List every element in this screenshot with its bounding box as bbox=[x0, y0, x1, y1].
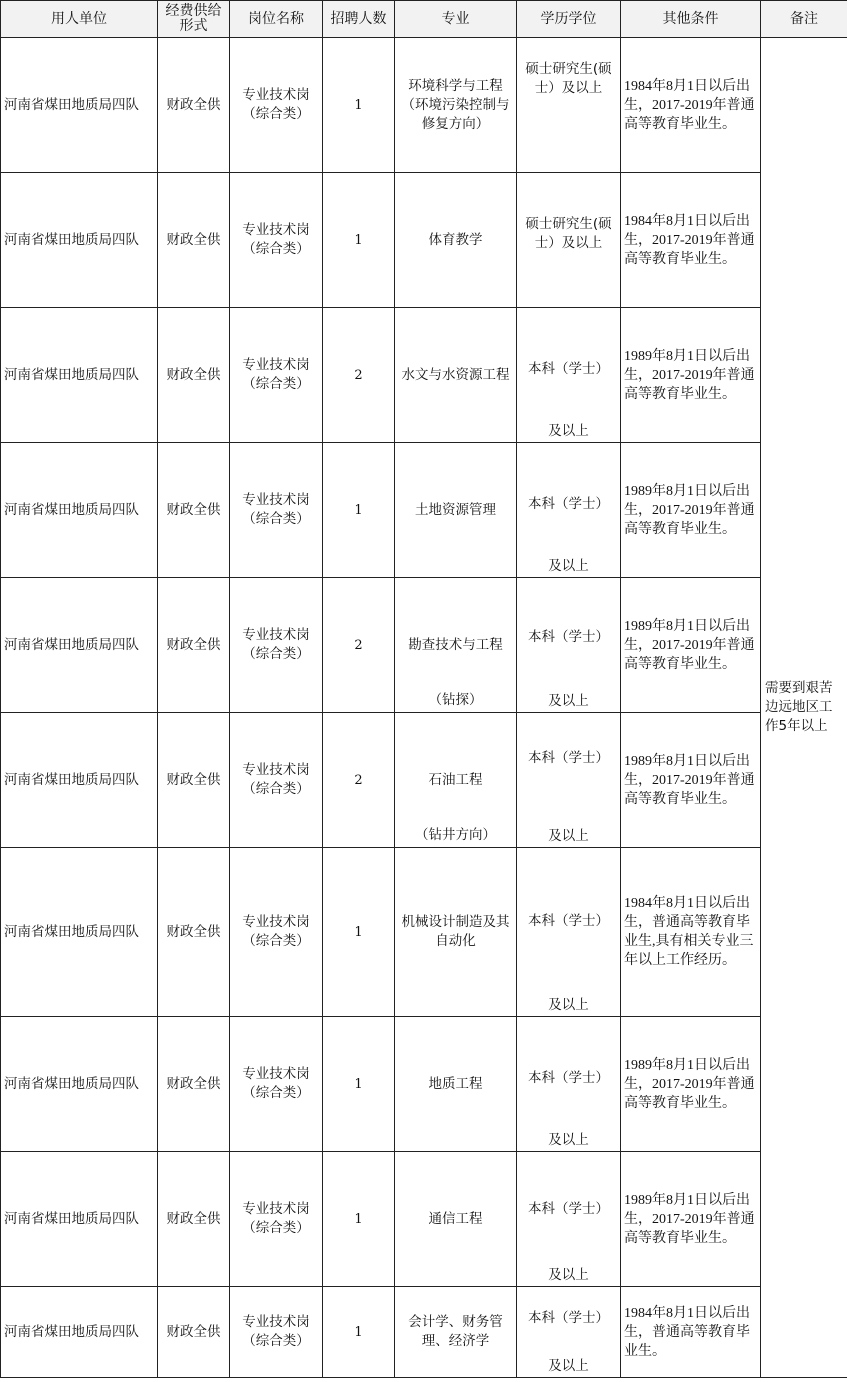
table-row bbox=[1, 443, 847, 578]
conditions-cell: 1989年8月1日以后出生，2017-2019年普通高等教育毕业生。 bbox=[621, 308, 761, 443]
conditions-cell: 1989年8月1日以后出生，2017-2019年普通高等教育毕业生。 bbox=[621, 1152, 761, 1287]
education-cell bbox=[517, 1287, 621, 1378]
funding-cell: 财政全供 bbox=[158, 173, 230, 308]
table-row bbox=[1, 1017, 847, 1152]
unit-cell: 河南省煤田地质局四队 bbox=[1, 1287, 158, 1378]
education-text: 本科（学士） bbox=[528, 1310, 609, 1326]
education-text: 本科（学士） bbox=[528, 1070, 609, 1086]
table-row bbox=[1, 38, 847, 173]
education-sub-text: 及以上 bbox=[548, 1267, 589, 1283]
header-major: 专业 bbox=[395, 1, 517, 38]
count-cell: 1 bbox=[323, 173, 395, 308]
unit-cell: 河南省煤田地质局四队 bbox=[1, 308, 158, 443]
post-cell: 专业技术岗（综合类） bbox=[230, 713, 323, 848]
unit-cell: 河南省煤田地质局四队 bbox=[1, 443, 158, 578]
unit-cell: 河南省煤田地质局四队 bbox=[1, 38, 158, 173]
table-row bbox=[1, 1287, 847, 1378]
education-sub-text: 及以上 bbox=[548, 1132, 589, 1148]
major-text: 环境科学与工程（环境污染控制与修复方向） bbox=[401, 77, 510, 132]
education-text: 本科（学士） bbox=[528, 1201, 609, 1217]
unit-cell: 河南省煤田地质局四队 bbox=[1, 578, 158, 713]
post-cell: 专业技术岗（综合类） bbox=[230, 443, 323, 578]
major-cell bbox=[395, 443, 517, 578]
major-cell bbox=[395, 713, 517, 848]
major-text: 水文与水资源工程 bbox=[401, 366, 510, 383]
table-row bbox=[1, 578, 847, 713]
education-sub-text: 及以上 bbox=[548, 997, 589, 1013]
header-funding: 经费供给形式 bbox=[158, 1, 230, 38]
education-text: 本科（学士） bbox=[528, 496, 609, 512]
count-cell: 2 bbox=[323, 713, 395, 848]
conditions-cell: 1984年8月1日以后出生，2017-2019年普通高等教育毕业生。 bbox=[621, 173, 761, 308]
major-cell bbox=[395, 578, 517, 713]
header-post: 岗位名称 bbox=[230, 1, 323, 38]
education-sub-text: 及以上 bbox=[548, 828, 589, 844]
unit-cell: 河南省煤田地质局四队 bbox=[1, 713, 158, 848]
count-cell: 1 bbox=[323, 1017, 395, 1152]
conditions-cell: 1989年8月1日以后出生，2017-2019年普通高等教育毕业生。 bbox=[621, 713, 761, 848]
conditions-cell: 1989年8月1日以后出生，2017-2019年普通高等教育毕业生。 bbox=[621, 1017, 761, 1152]
major-cell bbox=[395, 848, 517, 1017]
conditions-cell: 1989年8月1日以后出生，2017-2019年普通高等教育毕业生。 bbox=[621, 578, 761, 713]
major-text: 石油工程 bbox=[428, 771, 483, 788]
header-count: 招聘人数 bbox=[323, 1, 395, 38]
header-remarks: 备注 bbox=[761, 1, 847, 38]
header-conditions: 其他条件 bbox=[621, 1, 761, 38]
post-cell: 专业技术岗（综合类） bbox=[230, 308, 323, 443]
count-cell: 2 bbox=[323, 308, 395, 443]
major-text: 土地资源管理 bbox=[415, 501, 496, 518]
remarks-cell: 需要到艰苦边远地区工作5年以上 bbox=[761, 38, 847, 1378]
funding-cell: 财政全供 bbox=[158, 1152, 230, 1287]
funding-cell: 财政全供 bbox=[158, 848, 230, 1017]
major-sub-text: （钻探） bbox=[428, 692, 483, 708]
education-cell bbox=[517, 713, 621, 848]
conditions-cell: 1984年8月1日以后出生，普通高等教育毕业生。 bbox=[621, 1287, 761, 1378]
funding-cell: 财政全供 bbox=[158, 443, 230, 578]
education-text: 硕士研究生(硕士）及以上 bbox=[525, 216, 612, 251]
major-cell bbox=[395, 1017, 517, 1152]
unit-cell: 河南省煤田地质局四队 bbox=[1, 1152, 158, 1287]
major-text: 体育教学 bbox=[428, 231, 483, 248]
post-cell: 专业技术岗（综合类） bbox=[230, 1287, 323, 1378]
education-cell bbox=[517, 1017, 621, 1152]
education-cell bbox=[517, 38, 621, 173]
education-cell bbox=[517, 1152, 621, 1287]
major-sub-text: （钻井方向） bbox=[415, 827, 496, 843]
major-cell bbox=[395, 38, 517, 173]
major-text: 会计学、财务管理、经济学 bbox=[408, 1314, 503, 1349]
count-cell: 2 bbox=[323, 578, 395, 713]
unit-cell: 河南省煤田地质局四队 bbox=[1, 848, 158, 1017]
post-cell: 专业技术岗（综合类） bbox=[230, 848, 323, 1017]
table-row bbox=[1, 848, 847, 1017]
funding-cell: 财政全供 bbox=[158, 38, 230, 173]
education-sub-text: 及以上 bbox=[548, 423, 589, 439]
education-text: 本科（学士） bbox=[528, 750, 609, 766]
funding-cell: 财政全供 bbox=[158, 308, 230, 443]
header-education: 学历学位 bbox=[517, 1, 621, 38]
post-cell: 专业技术岗（综合类） bbox=[230, 578, 323, 713]
table-row bbox=[1, 1152, 847, 1287]
table-row bbox=[1, 173, 847, 308]
education-cell bbox=[517, 173, 621, 308]
education-cell bbox=[517, 443, 621, 578]
education-text: 本科（学士） bbox=[528, 629, 609, 645]
funding-cell: 财政全供 bbox=[158, 1017, 230, 1152]
major-text: 地质工程 bbox=[428, 1075, 483, 1092]
count-cell: 1 bbox=[323, 38, 395, 173]
unit-cell: 河南省煤田地质局四队 bbox=[1, 173, 158, 308]
education-sub-text: 及以上 bbox=[548, 558, 589, 574]
education-cell bbox=[517, 578, 621, 713]
post-cell: 专业技术岗（综合类） bbox=[230, 1017, 323, 1152]
unit-cell: 河南省煤田地质局四队 bbox=[1, 1017, 158, 1152]
post-cell: 专业技术岗（综合类） bbox=[230, 38, 323, 173]
education-text: 本科（学士） bbox=[528, 913, 609, 929]
major-cell bbox=[395, 1152, 517, 1287]
education-cell bbox=[517, 308, 621, 443]
post-cell: 专业技术岗（综合类） bbox=[230, 173, 323, 308]
major-text: 通信工程 bbox=[428, 1210, 483, 1227]
conditions-cell: 1989年8月1日以后出生，2017-2019年普通高等教育毕业生。 bbox=[621, 443, 761, 578]
education-cell bbox=[517, 848, 621, 1017]
count-cell: 1 bbox=[323, 1152, 395, 1287]
funding-cell: 财政全供 bbox=[158, 1287, 230, 1378]
education-text: 硕士研究生(硕士）及以上 bbox=[525, 61, 612, 96]
header-unit: 用人单位 bbox=[1, 1, 158, 38]
major-cell bbox=[395, 308, 517, 443]
conditions-cell: 1984年8月1日以后出生，普通高等教育毕业生,具有相关专业三年以上工作经历。 bbox=[621, 848, 761, 1017]
count-cell: 1 bbox=[323, 1287, 395, 1378]
funding-cell: 财政全供 bbox=[158, 578, 230, 713]
count-cell: 1 bbox=[323, 848, 395, 1017]
major-cell bbox=[395, 1287, 517, 1378]
post-cell: 专业技术岗（综合类） bbox=[230, 1152, 323, 1287]
major-cell bbox=[395, 173, 517, 308]
education-text: 本科（学士） bbox=[528, 361, 609, 377]
education-sub-text: 及以上 bbox=[548, 1358, 589, 1374]
table-row bbox=[1, 308, 847, 443]
major-text: 勘查技术与工程 bbox=[408, 636, 503, 653]
education-sub-text: 及以上 bbox=[548, 693, 589, 709]
table-row bbox=[1, 713, 847, 848]
conditions-cell: 1984年8月1日以后出生，2017-2019年普通高等教育毕业生。 bbox=[621, 38, 761, 173]
count-cell: 1 bbox=[323, 443, 395, 578]
header-row bbox=[1, 1, 847, 38]
funding-cell: 财政全供 bbox=[158, 713, 230, 848]
major-text: 机械设计制造及其自动化 bbox=[401, 914, 510, 949]
